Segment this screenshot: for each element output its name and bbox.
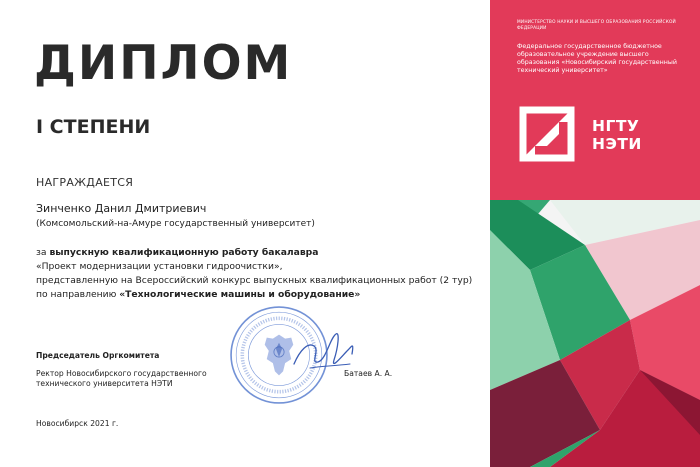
- signatory-name: Батаев А. А.: [344, 369, 393, 378]
- award-line-3: представленную на Всероссийский конкурс выпускных квалификационных работ (2 тур): [36, 275, 473, 286]
- logo-text-line-1: НГТУ: [592, 117, 640, 135]
- signatory-position: Ректор Новосибирского государственного технического университета НЭТИ: [36, 369, 207, 388]
- diploma-title: ДИПЛОМ: [34, 36, 293, 91]
- logo-text: [592, 117, 642, 153]
- recipient-university: (Комсомольский-на-Амуре государственный университет): [36, 219, 315, 229]
- institution-name: Федеральное государственное бюджетное образовательное учреждение высшего образования «Новосибирский государственный технический университет»: [517, 43, 677, 74]
- award-work-type: выпускную квалификационную работу бакалавра: [49, 247, 319, 258]
- award-line-4: [36, 288, 486, 302]
- award-description: [36, 246, 486, 302]
- logo-text-line-2: НЭТИ: [592, 135, 642, 153]
- place-date: Новосибирск 2021 г.: [36, 419, 119, 428]
- brand-panel: [490, 0, 700, 467]
- award-line-1: [36, 246, 486, 260]
- award-line-1-prefix: за: [36, 247, 50, 258]
- award-line-4-prefix: по направлению: [36, 289, 120, 300]
- signatory-role: Председатель Оргкомитета: [36, 351, 160, 360]
- study-direction: «Технологические машины и оборудование»: [119, 289, 361, 300]
- brand-header: [490, 0, 700, 200]
- diploma-degree: I СТЕПЕНИ: [36, 116, 151, 138]
- signature-icon: [290, 320, 360, 390]
- project-title: «Проект модернизации установки гидроочистки»,: [36, 261, 283, 272]
- decorative-polygon-pattern: [490, 200, 700, 467]
- ngtu-neti-logo-icon: [517, 104, 577, 164]
- recipient-name: Зинченко Данил Дмитриевич: [36, 202, 207, 215]
- ministry-name: МИНИСТЕРСТВО НАУКИ И ВЫСШЕГО ОБРАЗОВАНИЯ РОССИЙСКОЙ ФЕДЕРАЦИИ: [517, 20, 676, 31]
- awarded-label: НАГРАЖДАЕТСЯ: [36, 176, 134, 189]
